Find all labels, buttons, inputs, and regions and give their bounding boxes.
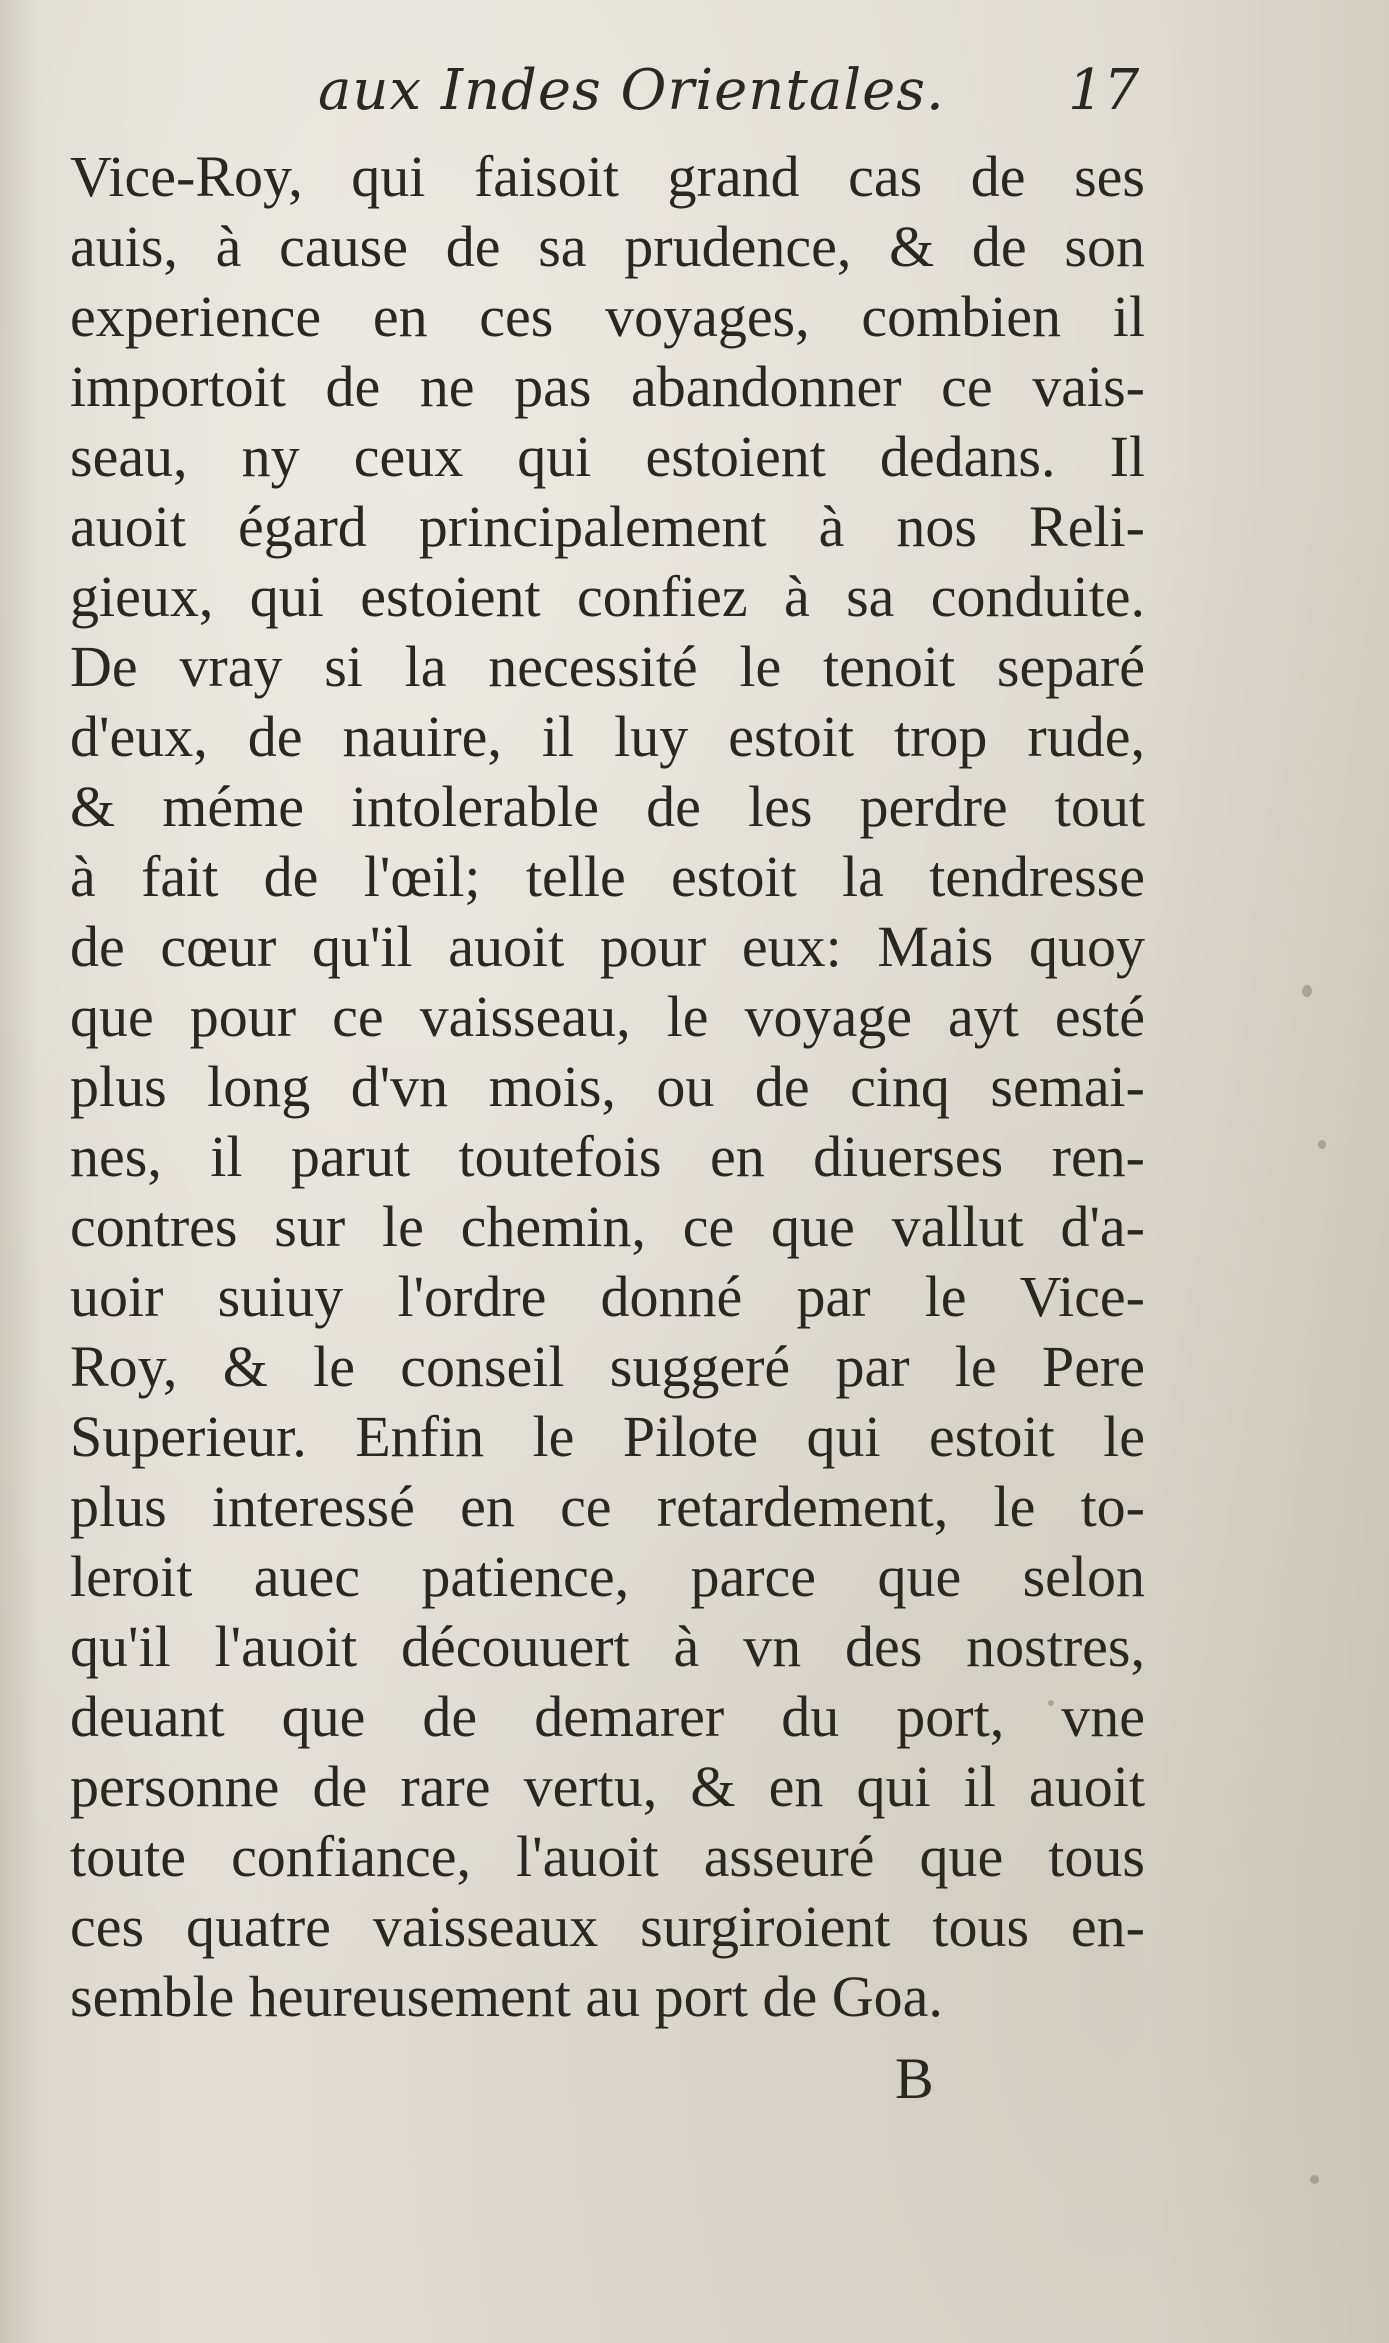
text-line: semble heureusement au port de Goa. (70, 1964, 943, 2029)
text-line: plus long d'vn mois, ou de cinq semai- (70, 1054, 1145, 1119)
text-line: contres sur le chemin, ce que vallut d'a- (70, 1194, 1145, 1259)
text-line: qu'il l'auoit découuert à vn des nostres, (70, 1614, 1145, 1679)
text-line: auoit égard principalement à nos Reli- (70, 494, 1145, 559)
text-line: gieux, qui estoient confiez à sa conduite. (70, 564, 1145, 629)
page-header (0, 58, 1389, 138)
text-line: deuant que de demarer du port, vne (70, 1684, 1145, 1749)
text-line: De vray si la necessité le tenoit separé (70, 634, 1145, 699)
text-line: Superieur. Enfin le Pilote qui estoit le (70, 1404, 1145, 1469)
text-line: personne de rare vertu, & en qui il auoit (70, 1754, 1145, 1819)
text-line: à fait de l'œil; telle estoit la tendresse (70, 844, 1145, 909)
text-line: de cœur qu'il auoit pour eux: Mais quoy (70, 914, 1145, 979)
page-number: 17 (1068, 58, 1140, 123)
text-line: & méme intolerable de les perdre tout (70, 774, 1145, 839)
text-line: experience en ces voyages, combien il (70, 284, 1145, 349)
text-line: d'eux, de nauire, il luy estoit trop rude, (70, 704, 1145, 769)
text-line: uoir suiuy l'ordre donné par le Vice- (70, 1264, 1145, 1329)
text-line: ces quatre vaisseaux surgiroient tous en- (70, 1894, 1145, 1959)
text-line: plus interessé en ce retardement, le to- (70, 1474, 1145, 1539)
text-line: toute confiance, l'auoit asseuré que tous (70, 1824, 1145, 1889)
text-line: seau, ny ceux qui estoient dedans. Il (70, 424, 1145, 489)
paper-stain (1310, 2175, 1319, 2184)
text-line: Roy, & le conseil suggeré par le Pere (70, 1334, 1145, 1399)
text-line: leroit auec patience, parce que selon (70, 1544, 1145, 1609)
text-line: que pour ce vaisseau, le voyage ayt esté (70, 984, 1145, 1049)
text-line: auis, à cause de sa prudence, & de son (70, 214, 1145, 279)
signature-mark: B (895, 2046, 934, 2111)
text-line: nes, il parut toutefois en diuerses ren- (70, 1124, 1145, 1189)
running-title: aux Indes Orientales. (318, 58, 945, 123)
body-text (70, 142, 1145, 2032)
text-line: importoit de ne pas abandonner ce vais- (70, 354, 1145, 419)
paper-stain (1318, 1140, 1326, 1149)
text-line: Vice-Roy, qui faisoit grand cas de ses (70, 144, 1145, 209)
paper-stain (1302, 985, 1312, 997)
